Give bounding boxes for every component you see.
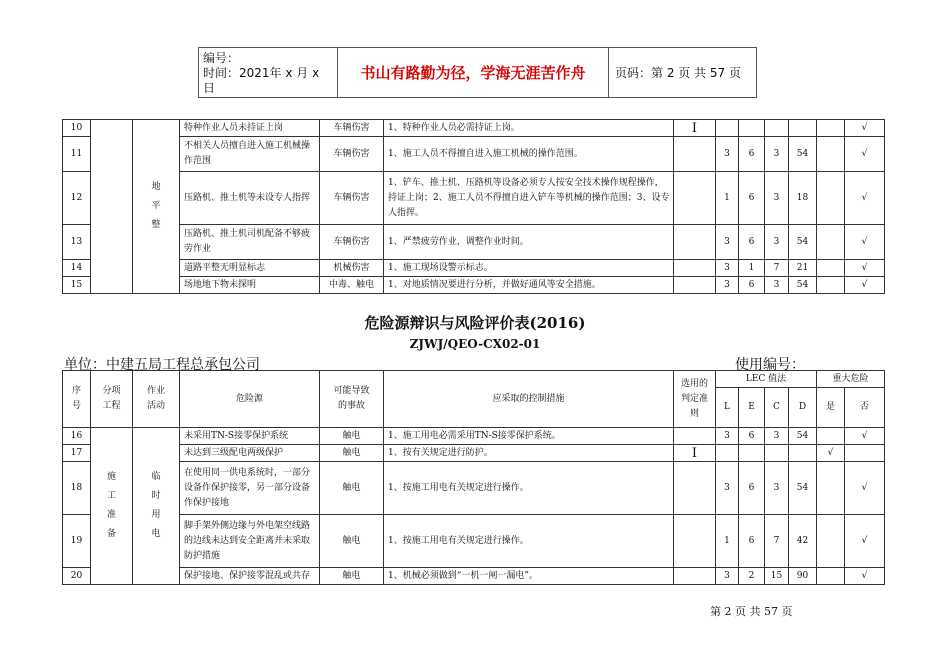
hazard-cell: 特种作业人员未持证上岗	[180, 120, 320, 137]
lec-C-cell: 7	[765, 260, 789, 277]
major-no-cell: √	[845, 260, 885, 277]
table-row	[63, 515, 885, 568]
measure-cell: 1、施工人员不得擅自进入施工机械的操作范围。	[384, 137, 674, 172]
motto: 书山有路勤为径，学海无涯苦作舟	[338, 48, 609, 97]
lec-D-cell: 90	[789, 568, 817, 585]
lec-L-cell: 1	[716, 172, 739, 225]
lec-C-cell: 3	[765, 277, 789, 294]
hazard-cell: 压路机、推土机司机配备不够疲劳作业	[180, 225, 320, 260]
lec-D-cell: 42	[789, 515, 817, 568]
accident-cell: 机械伤害	[320, 260, 384, 277]
row-number: 12	[63, 172, 91, 225]
hazard-cell: 在使用同一供电系统时，一部分设备作保护接零，另一部分设备作保护接地	[180, 462, 320, 515]
page-label: 页码：第 2 页 共 57 页	[615, 66, 741, 80]
lec-C-cell: 3	[765, 428, 789, 445]
lec-D-cell: 54	[789, 428, 817, 445]
criterion-cell	[674, 428, 716, 445]
lec-L-cell: 3	[716, 260, 739, 277]
lec-L-cell: 3	[716, 568, 739, 585]
row-number: 10	[63, 120, 91, 137]
header-L: L	[716, 388, 739, 428]
major-no-cell: √	[845, 172, 885, 225]
accident-cell: 车辆伤害	[320, 120, 384, 137]
lec-D-cell	[789, 445, 817, 462]
activity-cell: 临 时 用 电	[133, 428, 180, 585]
major-yes-cell	[817, 260, 845, 277]
lec-E-cell	[739, 445, 765, 462]
table-row	[63, 462, 885, 515]
header-seq: 序 号	[63, 371, 91, 428]
measure-cell: 1、按施工用电有关规定进行操作。	[384, 515, 674, 568]
accident-cell: 触电	[320, 428, 384, 445]
header-major: 重大危险	[817, 371, 885, 388]
criterion-cell	[674, 137, 716, 172]
risk-table	[62, 370, 885, 585]
criterion-cell	[674, 260, 716, 277]
table-row	[63, 120, 885, 137]
lec-E-cell	[739, 120, 765, 137]
lec-L-cell	[716, 445, 739, 462]
major-no-cell: √	[845, 137, 885, 172]
row-number: 20	[63, 568, 91, 585]
hazard-cell: 未采用TN-S接零保护系统	[180, 428, 320, 445]
lec-E-cell: 6	[739, 225, 765, 260]
major-yes-cell	[817, 462, 845, 515]
row-number: 18	[63, 462, 91, 515]
header-criterion: 选用的 判定准 则	[674, 371, 716, 428]
hazard-cell: 保护接地、保护接零混乱或共存	[180, 568, 320, 585]
lec-E-cell: 6	[739, 462, 765, 515]
accident-cell: 触电	[320, 515, 384, 568]
form-title: 危险源辩识与风险评价表(2016)	[364, 314, 586, 332]
table-row	[63, 277, 885, 294]
measure-cell: 1、严禁疲劳作业，调整作业时间。	[384, 225, 674, 260]
row-number: 17	[63, 445, 91, 462]
table1-body	[63, 120, 885, 294]
activity-cell: 地 平 整	[133, 120, 180, 294]
row-number: 16	[63, 428, 91, 445]
major-yes-cell: √	[817, 445, 845, 462]
criterion-cell	[674, 172, 716, 225]
time-label: 时间：2021年 x 月 x 日	[203, 66, 320, 95]
lec-L-cell: 3	[716, 225, 739, 260]
major-yes-cell	[817, 568, 845, 585]
header-measure: 应采取的控制措施	[384, 371, 674, 428]
lec-D-cell: 54	[789, 277, 817, 294]
lec-E-cell: 6	[739, 172, 765, 225]
use-number-label: 使用编号：	[735, 357, 805, 373]
lec-C-cell: 7	[765, 515, 789, 568]
lec-E-cell: 6	[739, 515, 765, 568]
table2-body	[63, 428, 885, 585]
accident-cell: 触电	[320, 568, 384, 585]
lec-L-cell: 3	[716, 428, 739, 445]
number-label: 编号：	[203, 51, 240, 65]
table-row	[63, 225, 885, 260]
lec-D-cell: 54	[789, 225, 817, 260]
document-header	[198, 47, 757, 98]
sub-project-cell	[91, 120, 133, 294]
lec-D-cell: 21	[789, 260, 817, 277]
lec-C-cell: 3	[765, 172, 789, 225]
lec-C-cell	[765, 445, 789, 462]
header-C: C	[765, 388, 789, 428]
page-footer: 第 2 页 共 57 页	[710, 605, 793, 618]
major-yes-cell	[817, 277, 845, 294]
lec-C-cell: 3	[765, 225, 789, 260]
table-row	[63, 568, 885, 585]
row-number: 11	[63, 137, 91, 172]
lec-C-cell: 3	[765, 462, 789, 515]
hazard-cell: 不相关人员擅自进入施工机械操作范围	[180, 137, 320, 172]
major-yes-cell	[817, 515, 845, 568]
measure-cell: 1、施工用电必需采用TN-S接零保护系统。	[384, 428, 674, 445]
table-row	[63, 428, 885, 445]
header-hazard: 危险源	[180, 371, 320, 428]
risk-table-continued	[62, 119, 885, 294]
major-no-cell: √	[845, 428, 885, 445]
lec-L-cell: 1	[716, 515, 739, 568]
lec-E-cell: 6	[739, 428, 765, 445]
table-row	[63, 137, 885, 172]
lec-L-cell	[716, 120, 739, 137]
table-row	[63, 172, 885, 225]
accident-cell: 中毒、触电	[320, 277, 384, 294]
criterion-cell	[674, 225, 716, 260]
lec-L-cell: 3	[716, 462, 739, 515]
major-yes-cell	[817, 428, 845, 445]
header-no: 否	[845, 388, 885, 428]
table-row	[63, 260, 885, 277]
measure-cell: 1、按有关规定进行防护。	[384, 445, 674, 462]
measure-cell: 1、机械必须做到“一机一闸一漏电”。	[384, 568, 674, 585]
form-code: ZJWJ/QEO-CX02-01	[409, 337, 541, 351]
major-no-cell: √	[845, 568, 885, 585]
unit-label: 单位：中建五局工程总承包公司	[64, 357, 260, 373]
row-number: 19	[63, 515, 91, 568]
lec-E-cell: 1	[739, 260, 765, 277]
header-sub-project: 分项 工程	[91, 371, 133, 428]
header-E: E	[739, 388, 765, 428]
major-no-cell: √	[845, 462, 885, 515]
lec-E-cell: 2	[739, 568, 765, 585]
header-lec: LEC 值法	[716, 371, 817, 388]
major-yes-cell	[817, 225, 845, 260]
lec-C-cell	[765, 120, 789, 137]
hazard-cell: 道路平整无明显标志	[180, 260, 320, 277]
lec-L-cell: 3	[716, 277, 739, 294]
row-number: 13	[63, 225, 91, 260]
lec-D-cell: 54	[789, 462, 817, 515]
header-yes: 是	[817, 388, 845, 428]
accident-cell: 触电	[320, 462, 384, 515]
major-yes-cell	[817, 137, 845, 172]
sub-project-cell: 施 工 准 备	[91, 428, 133, 585]
header-meta	[199, 48, 338, 97]
lec-D-cell: 54	[789, 137, 817, 172]
header-D: D	[789, 388, 817, 428]
accident-cell: 触电	[320, 445, 384, 462]
measure-cell: 1、对地质情况要进行分析，并做好通风等安全措施。	[384, 277, 674, 294]
measure-cell: 1、铲车、推土机、压路机等设备必须专人按安全技术操作规程操作，持证上岗；2、施工人员不得擅自进入铲车等机械的操作范围；3、设专人指挥。	[384, 172, 674, 225]
lec-C-cell: 15	[765, 568, 789, 585]
hazard-cell: 脚手架外侧边缘与外电架空线路的边线未达到安全距离并未采取防护措施	[180, 515, 320, 568]
major-no-cell	[845, 445, 885, 462]
row-number: 15	[63, 277, 91, 294]
major-no-cell: √	[845, 225, 885, 260]
accident-cell: 车辆伤害	[320, 172, 384, 225]
measure-cell: 1、施工现场设警示标志。	[384, 260, 674, 277]
lec-L-cell: 3	[716, 137, 739, 172]
header-activity: 作业 活动	[133, 371, 180, 428]
criterion-cell	[674, 515, 716, 568]
lec-C-cell: 3	[765, 137, 789, 172]
hazard-cell: 压路机、推土机等未设专人指挥	[180, 172, 320, 225]
lec-E-cell: 6	[739, 137, 765, 172]
criterion-cell: Ⅰ	[674, 445, 716, 462]
major-no-cell: √	[845, 120, 885, 137]
hazard-cell: 场地地下物未探明	[180, 277, 320, 294]
header-accident: 可能导致 的事故	[320, 371, 384, 428]
criterion-cell	[674, 568, 716, 585]
criterion-cell: Ⅰ	[674, 120, 716, 137]
major-yes-cell	[817, 172, 845, 225]
row-number: 14	[63, 260, 91, 277]
accident-cell: 车辆伤害	[320, 137, 384, 172]
major-no-cell: √	[845, 515, 885, 568]
criterion-cell	[674, 462, 716, 515]
measure-cell: 1、按施工用电有关规定进行操作。	[384, 462, 674, 515]
hazard-cell: 未达到三级配电两级保护	[180, 445, 320, 462]
criterion-cell	[674, 277, 716, 294]
lec-D-cell	[789, 120, 817, 137]
lec-E-cell: 6	[739, 277, 765, 294]
major-yes-cell	[817, 120, 845, 137]
measure-cell: 1、特种作业人员必需持证上岗。	[384, 120, 674, 137]
lec-D-cell: 18	[789, 172, 817, 225]
table-row	[63, 445, 885, 462]
accident-cell: 车辆伤害	[320, 225, 384, 260]
major-no-cell: √	[845, 277, 885, 294]
